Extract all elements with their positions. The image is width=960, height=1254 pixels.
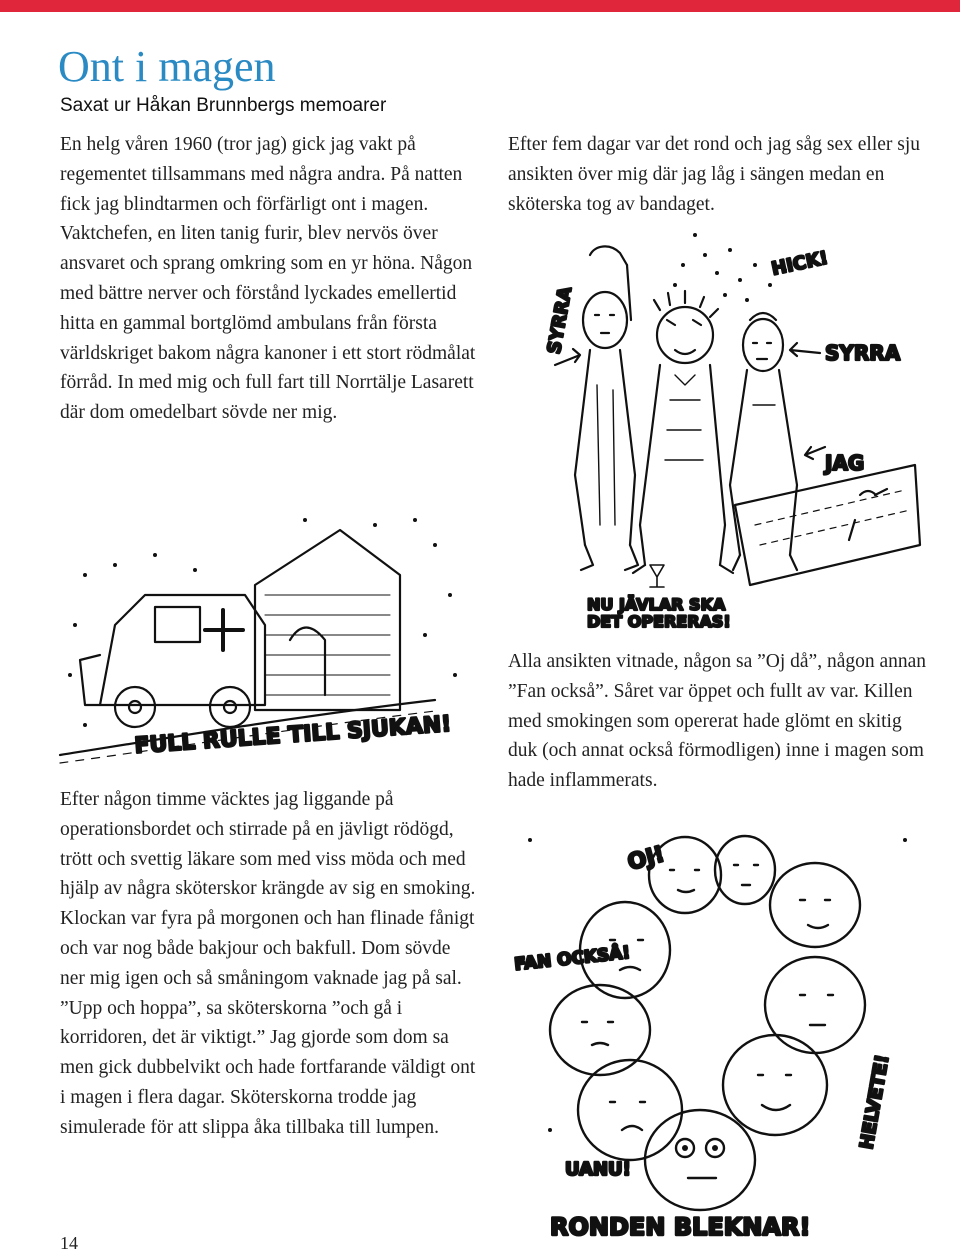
ambulance-sketch [55, 515, 475, 780]
page-number: 14 [60, 1233, 78, 1253]
page-subtitle: Saxat ur Håkan Brunnbergs memoarer [60, 95, 387, 116]
caption-surgery-line2: DET OPERERAS! [587, 612, 731, 630]
label-uanu: UANU! [565, 1159, 631, 1180]
paragraph-ward-round: Efter fem dagar var det rond och jag såg sex eller sju ansikten över mig där jag låg i sängen medan en sköterska tog av bandaget. [508, 134, 921, 215]
paragraph-faces-whiten: Alla ansikten vitnade, någon sa ”Oj då”, någon annan ”Fan också”. Såret var öppet och fullt av var. Killen med smokingen som opererat hade glömt en skitig duk (och annat också förmodligen) inne i magen som hade inflammerats. [508, 651, 927, 792]
paragraph-operating-table: Efter någon timme väcktes jag liggande på operationsbordet och stirrade på en jävligt rödögd, trött och svettig läkare som med viss möda och med hjälp av några sköterskor krängde av sig en smoking. Klockan var fyra på morgonen och han flinade fånigt och var nog både bakjour och bakfull. Dom sövde ner mig igen och så småningom vaknade jag på sal. ”Upp och hoppa”, sa sköterskorna ”och gå i korridoren, det är viktigt.” Jag gjorde som dom sa men gick dubbelvikt och hade fortfarande väldigt ont i magen i flera dagar. Sköterskorna trodde jag simulerade för att slippa åka tillbaka till lumpen. [60, 789, 476, 1138]
label-jag: JAG [825, 451, 865, 475]
label-hick: HICK! [769, 247, 830, 280]
top-accent-bar [0, 0, 960, 12]
paragraph-ambulance-story: En helg våren 1960 (tror jag) gick jag vakt på regementet tillsammans med några andra. På natten fick jag blindtarmen och förfärligt ont i magen. Vaktchefen, en liten tanig furir, blev nervös över ansvaret och sprang omkring som en yr höna. Någon med bättre nerver och förstånd lyckades emellertid hitta en gammal bortglömd ambulans från första världskriget bakom några kanoner i ett stort rödmålat förråd. In med mig och full fart till Norrtälje Lasarett där dom omedelbart sövde ner mig. [60, 134, 476, 424]
faces-sketch [510, 830, 930, 1245]
page-title: Ont i magen [58, 42, 276, 91]
caption-ambulance: FULL RULLE TILL SJUKAN! [133, 711, 453, 759]
label-helvete: HELVETE! [856, 1053, 894, 1151]
surgery-sketch [535, 225, 925, 630]
caption-surgery-line1: NU JÄVLAR SKA [587, 595, 726, 614]
label-syrra-right: SYRRA [825, 341, 901, 365]
label-fan-ocksa: FAN OCKSÅ! [513, 942, 632, 975]
caption-faces: RONDEN BLEKNAR! [550, 1213, 811, 1241]
label-oj: OJ! [625, 842, 668, 876]
label-syrra-left: SYRRA [543, 285, 577, 356]
